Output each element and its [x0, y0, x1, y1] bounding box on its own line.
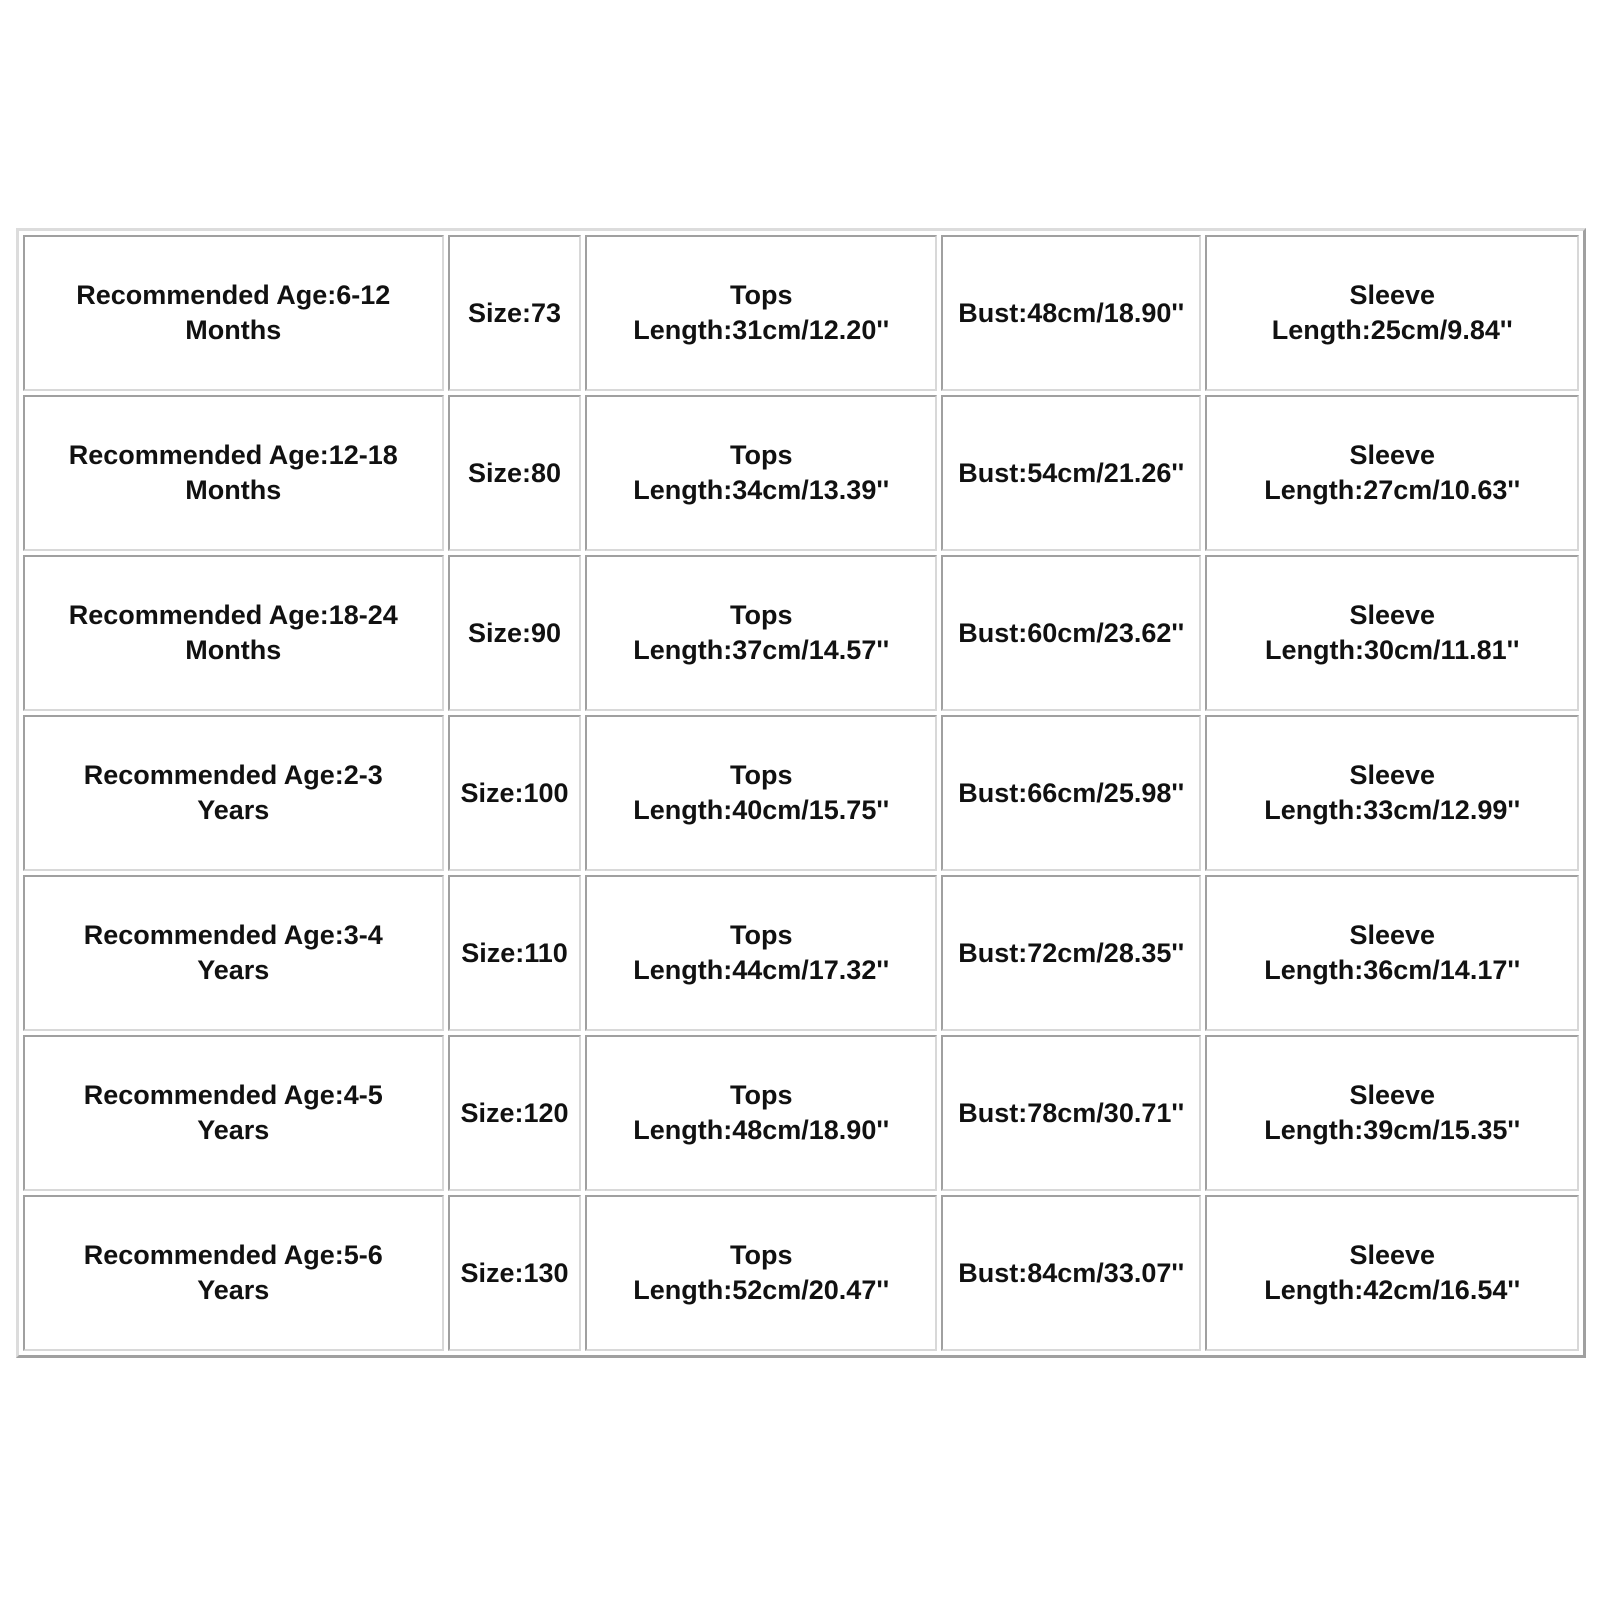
size-cell: Size:120 [448, 1035, 582, 1191]
size-cell: Size:110 [448, 875, 582, 1031]
size-cell: Size:80 [448, 395, 582, 551]
sleeve-length-cell: Sleeve Length:33cm/12.99'' [1205, 715, 1579, 871]
bust-cell: Bust:60cm/23.62'' [941, 555, 1202, 711]
sleeve-length-cell: Sleeve Length:27cm/10.63'' [1205, 395, 1579, 551]
table-row [23, 395, 1579, 551]
age-cell: Recommended Age:18-24 Months [23, 555, 444, 711]
tops-length-cell: Tops Length:52cm/20.47'' [585, 1195, 937, 1351]
age-cell: Recommended Age:4-5 Years [23, 1035, 444, 1191]
table-row [23, 235, 1579, 391]
tops-length-cell: Tops Length:48cm/18.90'' [585, 1035, 937, 1191]
bust-cell: Bust:54cm/21.26'' [941, 395, 1202, 551]
size-chart-table [16, 228, 1586, 1358]
tops-length-cell: Tops Length:31cm/12.20'' [585, 235, 937, 391]
size-cell: Size:90 [448, 555, 582, 711]
bust-cell: Bust:72cm/28.35'' [941, 875, 1202, 1031]
table-row [23, 715, 1579, 871]
sleeve-length-cell: Sleeve Length:36cm/14.17'' [1205, 875, 1579, 1031]
bust-cell: Bust:48cm/18.90'' [941, 235, 1202, 391]
tops-length-cell: Tops Length:40cm/15.75'' [585, 715, 937, 871]
table-row [23, 1035, 1579, 1191]
age-cell: Recommended Age:5-6 Years [23, 1195, 444, 1351]
sleeve-length-cell: Sleeve Length:39cm/15.35'' [1205, 1035, 1579, 1191]
bust-cell: Bust:78cm/30.71'' [941, 1035, 1202, 1191]
bust-cell: Bust:84cm/33.07'' [941, 1195, 1202, 1351]
age-cell: Recommended Age:2-3 Years [23, 715, 444, 871]
size-cell: Size:130 [448, 1195, 582, 1351]
age-cell: Recommended Age:3-4 Years [23, 875, 444, 1031]
tops-length-cell: Tops Length:34cm/13.39'' [585, 395, 937, 551]
sleeve-length-cell: Sleeve Length:42cm/16.54'' [1205, 1195, 1579, 1351]
age-cell: Recommended Age:12-18 Months [23, 395, 444, 551]
tops-length-cell: Tops Length:37cm/14.57'' [585, 555, 937, 711]
table-row [23, 875, 1579, 1031]
age-cell: Recommended Age:6-12 Months [23, 235, 444, 391]
table-row [23, 1195, 1579, 1351]
table-row [23, 555, 1579, 711]
tops-length-cell: Tops Length:44cm/17.32'' [585, 875, 937, 1031]
bust-cell: Bust:66cm/25.98'' [941, 715, 1202, 871]
size-cell: Size:100 [448, 715, 582, 871]
size-cell: Size:73 [448, 235, 582, 391]
sleeve-length-cell: Sleeve Length:30cm/11.81'' [1205, 555, 1579, 711]
sleeve-length-cell: Sleeve Length:25cm/9.84'' [1205, 235, 1579, 391]
